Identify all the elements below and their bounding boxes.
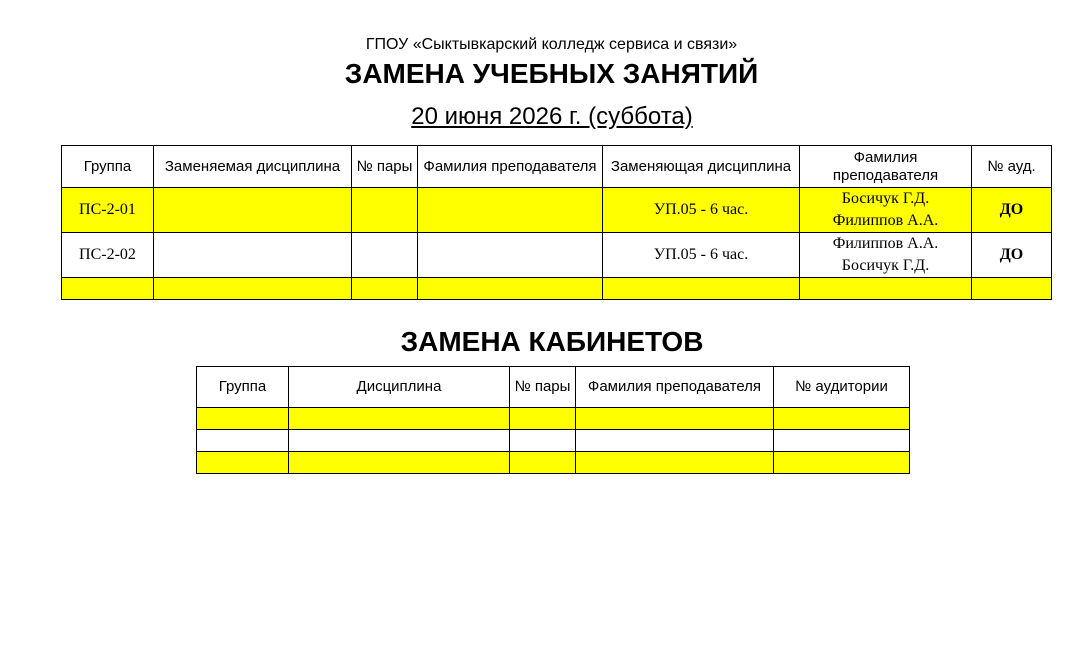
- column-header-teacher: Фамилия преподавателя: [418, 146, 603, 188]
- cell-empty: [352, 278, 418, 300]
- organization-name: ГПОУ «Сыктывкарский колледж сервиса и связи»: [365, 36, 738, 53]
- schedule-date: 20 июня 2026 г. (суббота): [411, 103, 693, 130]
- cell-pair: [352, 233, 418, 278]
- cell-empty: [603, 278, 800, 300]
- cell-empty: [154, 278, 352, 300]
- table-row: [62, 278, 1052, 300]
- cell-empty: [510, 408, 576, 430]
- column-header-replacing-discipline: Заменяющая дисциплина: [603, 146, 800, 188]
- cell-empty: [197, 430, 289, 452]
- cell-group: ПС-2-02: [62, 233, 154, 278]
- substitutions-table: [61, 145, 1052, 300]
- teacher-name: Филиппов А.А.: [832, 235, 939, 252]
- column-header-group: Группа: [197, 367, 289, 408]
- cell-empty: [197, 452, 289, 474]
- cell-empty: [289, 408, 510, 430]
- cell-empty: [289, 452, 510, 474]
- cell-empty: [197, 408, 289, 430]
- table-row: [62, 188, 1052, 233]
- teacher-name: Босичук Г.Д.: [841, 190, 930, 207]
- cell-new-teacher: [800, 188, 972, 233]
- cell-empty: [774, 408, 910, 430]
- cell-replacing-discipline: УП.05 - 6 час.: [603, 233, 800, 278]
- column-header-pair: № пары: [352, 146, 418, 188]
- cell-teacher: [418, 188, 603, 233]
- cell-empty: [289, 430, 510, 452]
- room-changes-table: [196, 366, 910, 474]
- teacher-name: Филиппов А.А.: [832, 212, 939, 229]
- column-header-replaced-discipline: Заменяемая дисциплина: [154, 146, 352, 188]
- page-title: ЗАМЕНА УЧЕБНЫХ ЗАНЯТИЙ: [344, 58, 759, 89]
- cell-empty: [800, 278, 972, 300]
- table-row: [197, 408, 910, 430]
- rooms-section-title: ЗАМЕНА КАБИНЕТОВ: [400, 326, 704, 357]
- substitutions-header-row: [62, 146, 1052, 188]
- cell-empty: [774, 452, 910, 474]
- table-row: [197, 430, 910, 452]
- cell-group: ПС-2-01: [62, 188, 154, 233]
- cell-empty: [576, 430, 774, 452]
- cell-empty: [510, 452, 576, 474]
- cell-replaced-discipline: [154, 188, 352, 233]
- cell-replacing-discipline: УП.05 - 6 час.: [603, 188, 800, 233]
- cell-empty: [62, 278, 154, 300]
- cell-room: ДО: [972, 188, 1052, 233]
- column-header-group: Группа: [62, 146, 154, 188]
- cell-empty: [774, 430, 910, 452]
- cell-empty: [972, 278, 1052, 300]
- cell-empty: [418, 278, 603, 300]
- table-row: [197, 452, 910, 474]
- column-header-room: № аудитории: [774, 367, 910, 408]
- table-row: [62, 233, 1052, 278]
- cell-new-teacher: [800, 233, 972, 278]
- column-header-new-teacher: Фамилия преподавателя: [800, 146, 972, 188]
- column-header-pair: № пары: [510, 367, 576, 408]
- column-header-discipline: Дисциплина: [289, 367, 510, 408]
- cell-empty: [576, 452, 774, 474]
- column-header-teacher: Фамилия преподавателя: [576, 367, 774, 408]
- teacher-name: Босичук Г.Д.: [841, 257, 930, 274]
- cell-room: ДО: [972, 233, 1052, 278]
- cell-pair: [352, 188, 418, 233]
- room-changes-header-row: [197, 367, 910, 408]
- cell-empty: [576, 408, 774, 430]
- cell-empty: [510, 430, 576, 452]
- cell-teacher: [418, 233, 603, 278]
- cell-replaced-discipline: [154, 233, 352, 278]
- column-header-room: № ауд.: [972, 146, 1052, 188]
